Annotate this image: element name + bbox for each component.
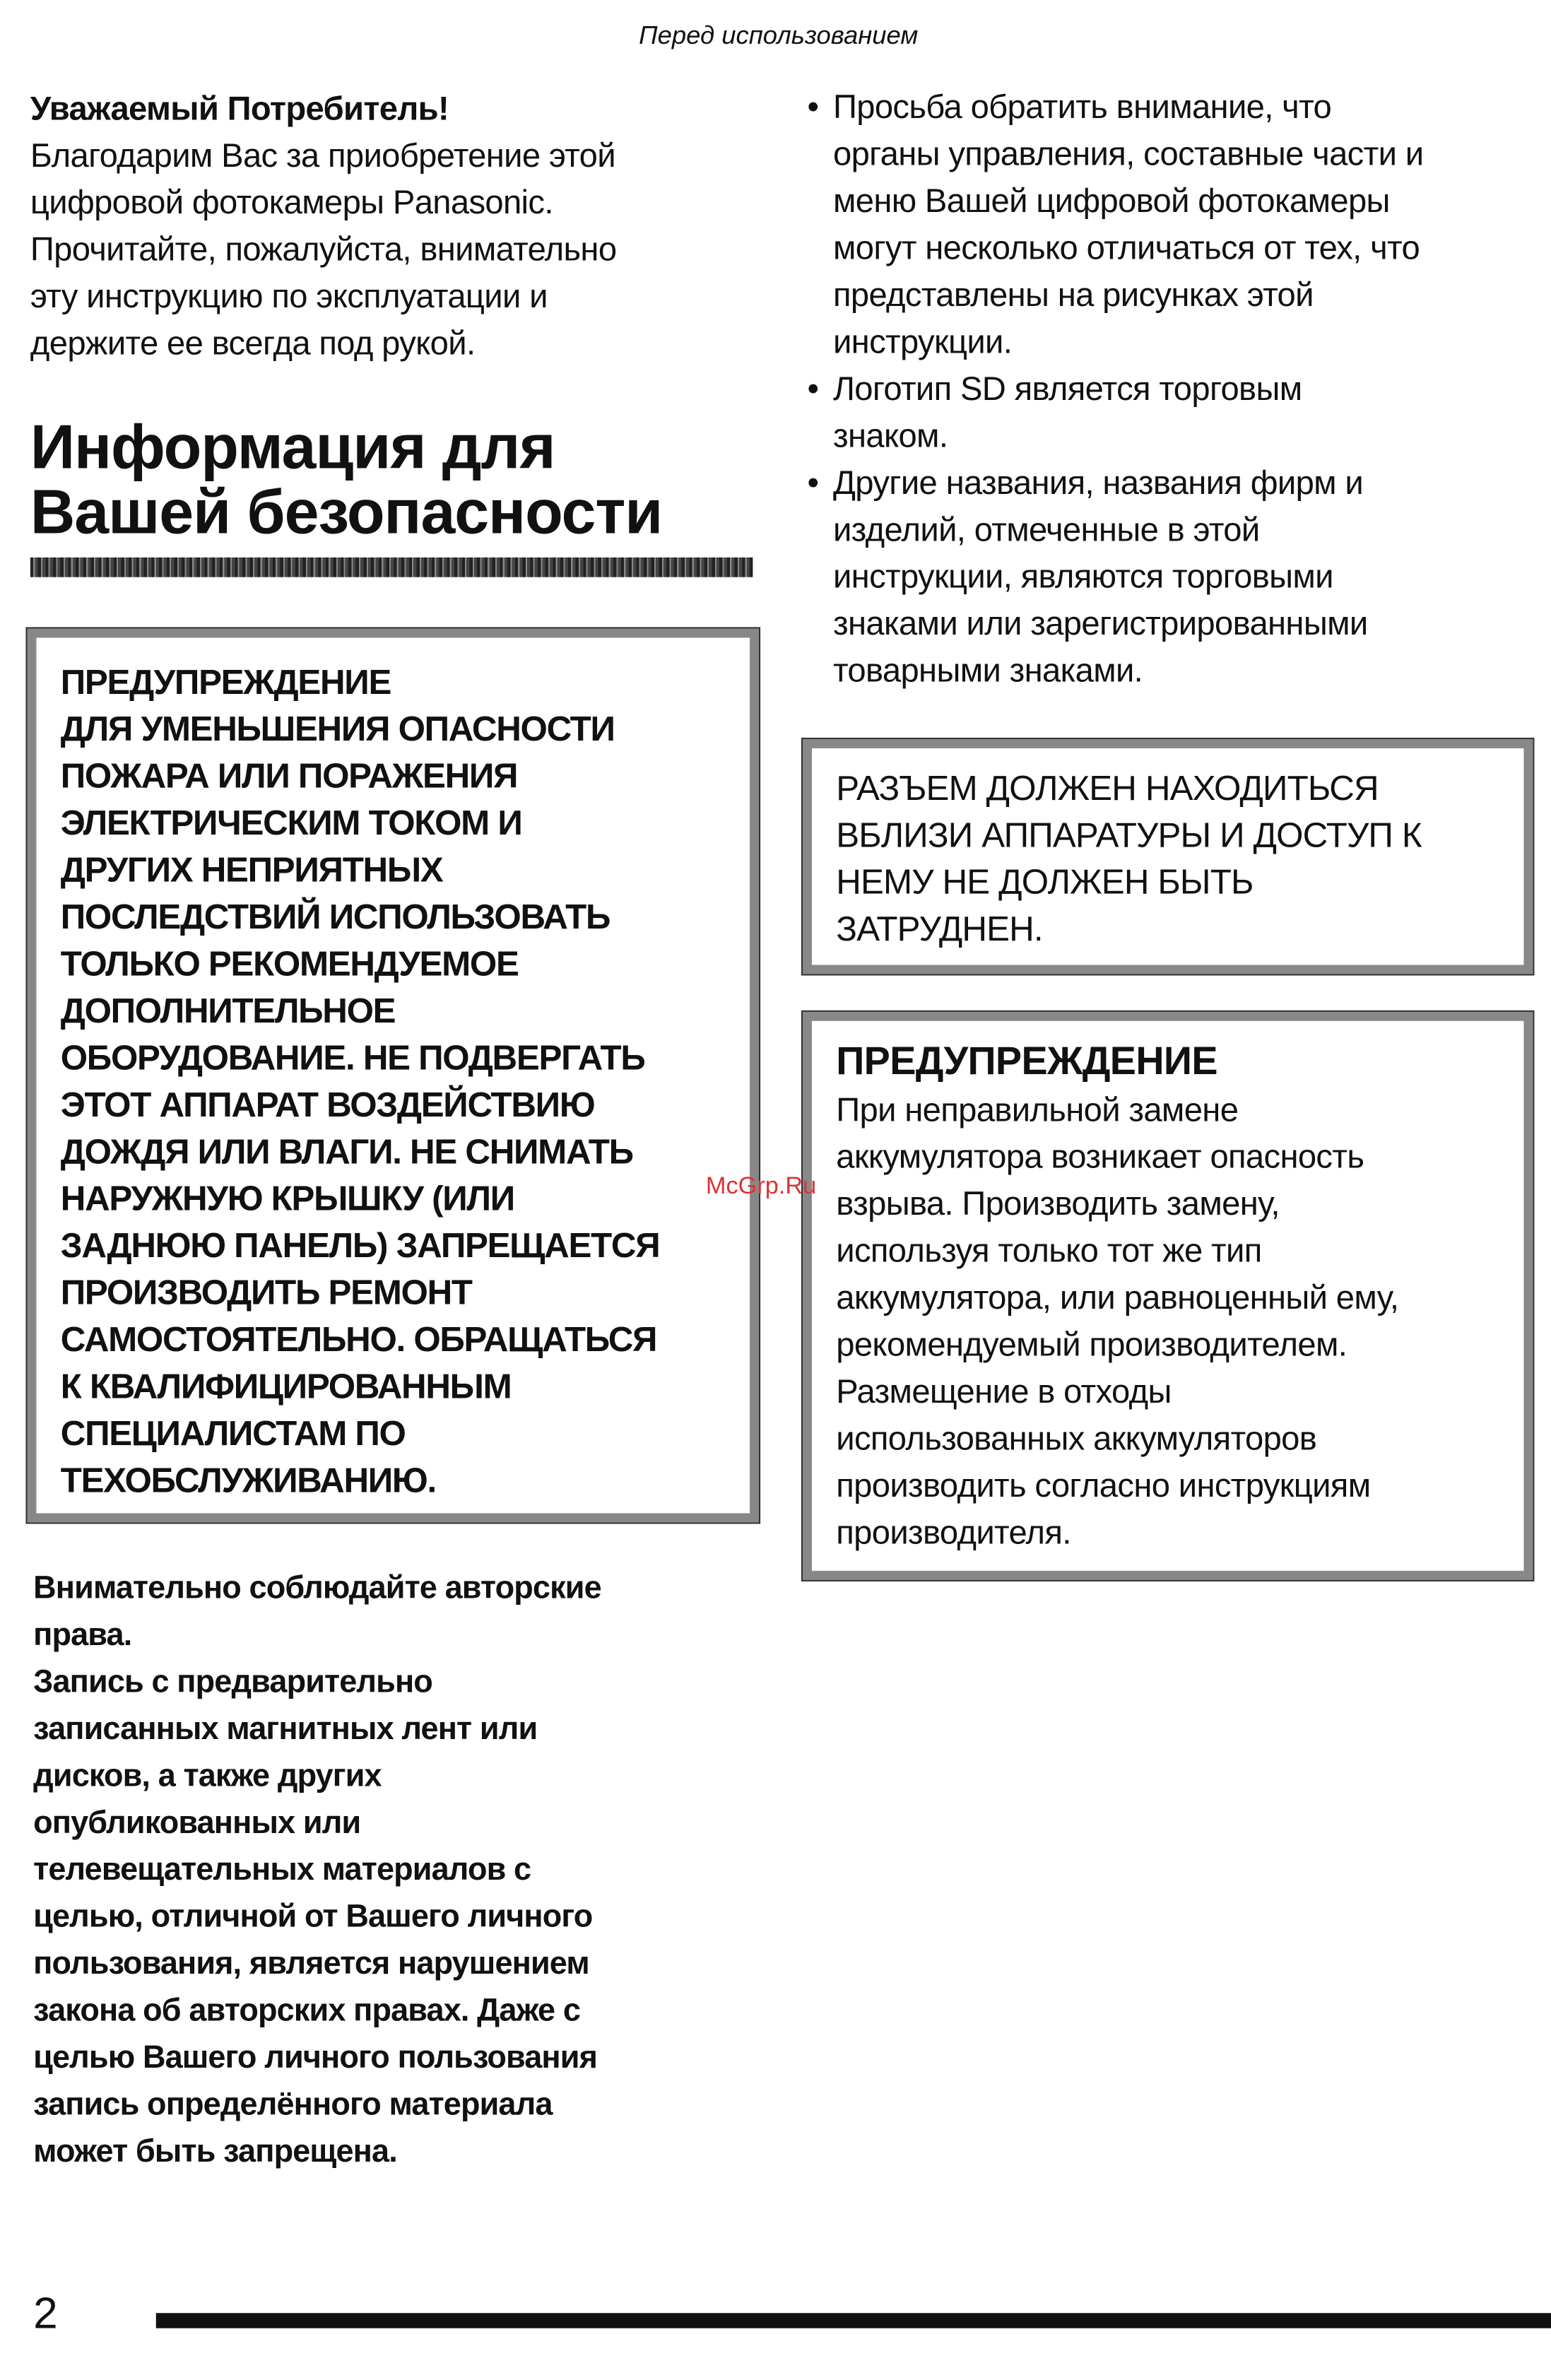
note-item (807, 83, 1424, 365)
warning-lines (61, 659, 660, 1504)
warning-line: ЭТОТ АППАРАТ ВОЗДЕЙСТВИЮ (60, 1084, 595, 1124)
battery-lines (836, 1086, 1398, 1556)
copyright-line: дисков, а также других (33, 1758, 382, 1794)
socket-line: РАЗЪЕМ ДОЛЖЕН НАХОДИТЬСЯ (836, 767, 1379, 808)
note-line: Логотип SD является торговым (832, 370, 1302, 408)
intro-line: цифровой фотокамеры Panasonic. (30, 183, 553, 221)
copyright-line: закона об авторских правах. Даже с (33, 1993, 581, 2029)
note-line: инструкции. (832, 322, 1013, 361)
socket-line: НЕМУ НЕ ДОЛЖЕН БЫТЬ (836, 861, 1254, 902)
warning-line: К КВАЛИФИЦИРОВАННЫМ (60, 1366, 512, 1406)
battery-line: При неправильной замене (836, 1090, 1239, 1129)
warning-line: ПОСЛЕДСТВИЙ ИСПОЛЬЗОВАТЬ (60, 897, 611, 936)
battery-line: Размещение в отходы (836, 1372, 1172, 1410)
copyright-line: запись определённого материала (33, 2087, 553, 2123)
warning-line: НАРУЖНУЮ КРЫШКУ (ИЛИ (60, 1178, 514, 1218)
battery-line: взрыва. Производить замену, (836, 1184, 1280, 1223)
warning-line: САМОСТОЯТЕЛЬНО. ОБРАЩАТЬСЯ (60, 1319, 657, 1359)
copyright-line: целью, отличной от Вашего личного (33, 1899, 593, 1935)
title-underline-bar (30, 558, 753, 577)
intro-heading: Уважаемый Потребитель! (30, 89, 449, 128)
copyright-line: опубликованных или (33, 1805, 361, 1841)
battery-line: используя только тот же тип (836, 1231, 1262, 1270)
intro-line: держите ее всегда под рукой. (30, 324, 476, 363)
battery-line: производить согласно инструкциям (836, 1466, 1371, 1504)
copyright-line: права. (33, 1618, 132, 1653)
battery-warning-box (803, 1012, 1533, 1580)
watermark: McGrp.Ru (705, 1174, 817, 1200)
copyright-line: телевещательных материалов с (33, 1852, 531, 1887)
note-item (807, 459, 1423, 694)
copyright-line: Внимательно соблюдайте авторские (33, 1570, 601, 1606)
intro-line: эту инструкцию по эксплуатации и (30, 277, 548, 315)
note-line: товарными знаками. (832, 651, 1143, 690)
note-line: органы управления, составные части и (832, 134, 1424, 173)
note-line: знаками или зарегистрированными (832, 604, 1368, 642)
battery-line: аккумулятора возникает опасность (836, 1137, 1364, 1176)
note-lines (833, 83, 1423, 365)
socket-line: ВБЛИЗИ АППАРАТУРЫ И ДОСТУП К (836, 815, 1422, 854)
bullet-icon: • (807, 370, 819, 408)
page-number: 2 (33, 2290, 58, 2339)
copyright-line: пользования, является нарушением (33, 1946, 589, 1981)
note-line: инструкции, являются торговыми (832, 557, 1333, 596)
warning-line: ТОЛЬКО РЕКОМЕНДУЕМОЕ (60, 943, 519, 984)
note-line: меню Вашей цифровой фотокамеры (832, 182, 1390, 220)
warning-box (28, 629, 759, 1523)
note-line: изделий, отмеченные в этой (832, 510, 1260, 548)
warning-line: ДОПОЛНИТЕЛЬНОЕ (60, 990, 396, 1030)
warning-line: ЭЛЕКТРИЧЕСКИМ ТОКОМ И (60, 803, 522, 842)
notes-list (807, 83, 1424, 694)
bullet-icon: • (807, 463, 819, 502)
copyright-notice (33, 1565, 601, 2175)
note-line: Другие названия, названия фирм и (832, 463, 1364, 502)
running-header: Перед использованием (639, 21, 919, 50)
warning-line: СПЕЦИАЛИСТАМ ПО (60, 1413, 406, 1453)
battery-line: использованных аккумуляторов (836, 1419, 1317, 1458)
battery-line: рекомендуемый производителем. (836, 1325, 1347, 1364)
section-title-line: Вашей безопасности (30, 477, 663, 547)
socket-line: ЗАТРУДНЕН. (836, 909, 1043, 948)
warning-line: ДРУГИХ НЕПРИЯТНЫХ (60, 849, 443, 890)
section-title (30, 412, 663, 547)
note-line: знаком. (832, 416, 948, 455)
note-line: представлены на рисунках этой (832, 276, 1314, 314)
note-line: Просьба обратить внимание, что (832, 88, 1332, 126)
warning-line: ДЛЯ УМЕНЬШЕНИЯ ОПАСНОСТИ (60, 709, 615, 748)
socket-lines (836, 765, 1421, 953)
battery-warning-heading: ПРЕДУПРЕЖДЕНИЕ (836, 1037, 1217, 1083)
note-item (807, 365, 1423, 459)
warning-line: ОБОРУДОВАНИЕ. НЕ ПОДВЕРГАТЬ (60, 1037, 645, 1078)
copyright-line: может быть запрещена. (33, 2134, 397, 2169)
warning-line: ЗАДНЮЮ ПАНЕЛЬ) ЗАПРЕЩАЕТСЯ (60, 1225, 660, 1265)
note-lines (833, 459, 1423, 694)
note-lines (833, 365, 1423, 459)
warning-line: ПРОИЗВОДИТЬ РЕМОНТ (60, 1272, 472, 1312)
copyright-line: Запись с предварительно (33, 1664, 432, 1700)
intro-line: Благодарим Вас за приобретение этой (30, 136, 615, 175)
intro-line: Прочитайте, пожалуйста, внимательно (30, 230, 617, 269)
copyright-line: записанных магнитных лент или (33, 1712, 538, 1747)
bullet-icon: • (807, 88, 819, 126)
note-line: могут несколько отличаться от тех, что (832, 228, 1420, 267)
warning-line: ПРЕДУПРЕЖДЕНИЕ (60, 661, 391, 702)
copyright-line: целью Вашего личного пользования (33, 2040, 598, 2075)
battery-line: аккумулятора, или равноценный ему, (836, 1278, 1399, 1316)
warning-line: ДОЖДЯ ИЛИ ВЛАГИ. НЕ СНИМАТЬ (60, 1131, 633, 1172)
warning-line: ПОЖАРА ИЛИ ПОРАЖЕНИЯ (60, 755, 518, 796)
footer-bar (156, 2313, 1551, 2328)
socket-notice-box (803, 739, 1533, 974)
battery-line: производителя. (836, 1513, 1071, 1552)
intro-lines (30, 131, 617, 366)
warning-line: ТЕХОБСЛУЖИВАНИЮ. (60, 1460, 436, 1500)
intro (30, 85, 617, 367)
section-title-line: Информация для (30, 412, 555, 482)
